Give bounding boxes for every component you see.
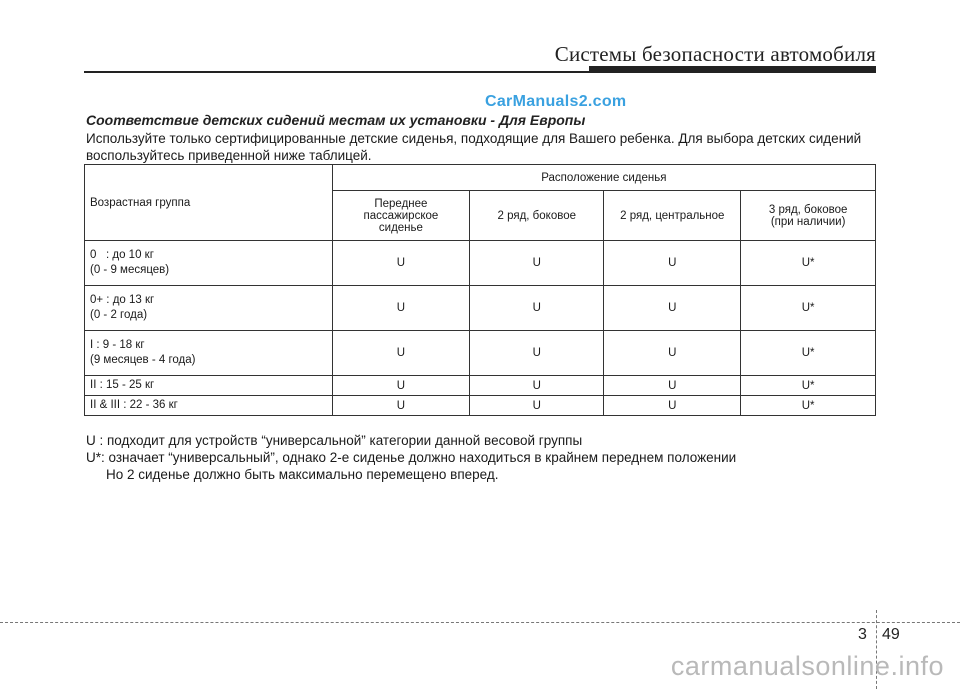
note-u-star: U*: означает “универсальный”, однако 2-е сиденье должно находиться в крайнем переднем положении (86, 450, 737, 465)
value-cell: U (470, 396, 604, 416)
header-row2-center: 2 ряд, центральное (604, 191, 741, 241)
group-cell: I : 9 - 18 кг (9 месяцев - 4 года) (85, 331, 333, 376)
legend-notes (86, 432, 886, 483)
table-row (85, 241, 876, 286)
note-u-star-continued: Но 2 сиденье должно быть максимально перемещено вперед. (106, 467, 499, 482)
table-row (85, 396, 876, 416)
value-cell: U (470, 286, 604, 331)
value-cell: U (470, 241, 604, 286)
note-u: U : подходит для устройств “универсальной” категории данной весовой группы (86, 433, 583, 448)
table-row (85, 331, 876, 376)
value-cell: U (470, 331, 604, 376)
value-cell: U (332, 286, 470, 331)
value-cell: U (332, 331, 470, 376)
group-cell: 0 : до 10 кг (0 - 9 месяцев) (85, 241, 333, 286)
value-cell: U* (741, 376, 876, 396)
value-cell: U (604, 286, 741, 331)
header-front-passenger-seat: Переднее пассажирское сиденье (332, 191, 470, 241)
section-title: Соответствие детских сидений местам их установки - Для Европы (86, 112, 586, 128)
group-cell: 0+ : до 13 кг (0 - 2 года) (85, 286, 333, 331)
header-age-group: Возрастная группа (85, 165, 333, 241)
header-row2-outboard: 2 ряд, боковое (470, 191, 604, 241)
value-cell: U (604, 331, 741, 376)
value-cell: U (470, 376, 604, 396)
footer-rule (0, 622, 960, 623)
value-cell: U (332, 241, 470, 286)
value-cell: U* (741, 396, 876, 416)
value-cell: U (604, 376, 741, 396)
table-row (85, 286, 876, 331)
group-cell: II & III : 22 - 36 кг (85, 396, 333, 416)
watermark-carmanuals2: CarManuals2.com (485, 93, 627, 110)
chapter-title: Системы безопасности автомобиля (554, 42, 876, 66)
value-cell: U* (741, 331, 876, 376)
value-cell: U (332, 396, 470, 416)
value-cell: U (604, 241, 741, 286)
group-cell: II : 15 - 25 кг (85, 376, 333, 396)
header-rule-thin (84, 71, 876, 73)
value-cell: U (604, 396, 741, 416)
value-cell: U* (741, 241, 876, 286)
value-cell: U (332, 376, 470, 396)
table-header-row (85, 165, 876, 191)
value-cell: U* (741, 286, 876, 331)
watermark-carmanualsonline: carmanualsonline.info (670, 651, 944, 681)
page-number: 49 (882, 626, 900, 643)
chapter-number: 3 (858, 626, 867, 643)
table-row (85, 376, 876, 396)
child-seat-compatibility-table (84, 164, 876, 416)
header-row3-outboard: 3 ряд, боковое (при наличии) (741, 191, 876, 241)
header-seat-position: Расположение сиденья (332, 165, 875, 191)
intro-text: Используйте только сертифицированные детские сиденья, подходящие для Вашего ребенка. Для выбора детских сидений воспользуйтесь приведенной ниже таблицей. (86, 131, 862, 163)
